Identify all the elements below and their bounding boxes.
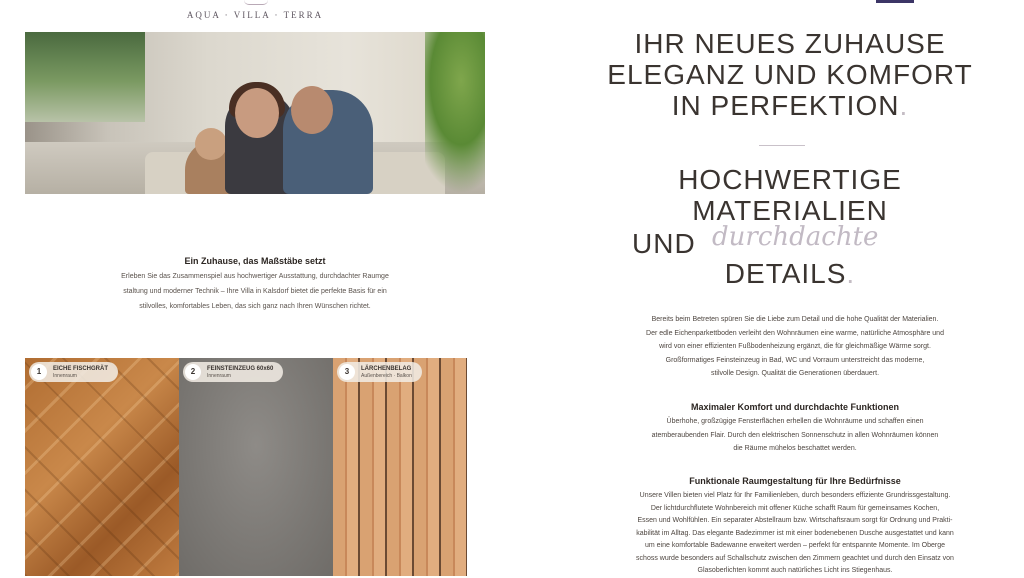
headline-line: IN PERFEKTION: [671, 90, 900, 121]
intro-paragraph: [590, 313, 1000, 381]
left-section-title: Ein Zuhause, das Maßstäbe setzt: [184, 256, 326, 266]
script-accent-word: durchdachte: [712, 222, 879, 252]
material-label: [183, 362, 283, 382]
left-section-body: [65, 269, 445, 314]
section-body-layout: [590, 490, 1000, 578]
section-line: atemberaubenden Flair. Durch den elektrischen Sonnenschutz in allen Wohnräumen können: [651, 431, 939, 439]
headline-line-final: [560, 90, 1020, 121]
material-location: Außenbereich · Balkon: [361, 373, 412, 379]
left-body-line: stilvolles, komfortables Leben, das sich ganz nach Ihren Wünschen richtet.: [139, 303, 371, 310]
headline-dot: .: [899, 90, 909, 121]
section-line: kabilität im Alltag. Das elegante Badezimmer ist mit einer bodenebenen Dusche ausgestattet und kann: [636, 529, 954, 537]
headline-divider: [759, 145, 805, 146]
material-label: [337, 362, 422, 382]
intro-line: wird von einer effizienten Fußbodenheizung ergänzt, die für gleichmäßige Wärme sorgt.: [659, 343, 931, 350]
section-line: Der lichtdurchflutete Wohnbereich mit offener Küche schafft Raum für gemeinsames Kochen,: [650, 504, 940, 512]
brand-name: AQUA · VILLA · TERRA: [186, 10, 324, 20]
secondary-headline-dot: .: [846, 258, 856, 289]
section-line: Glasoberlichten kommt auch natürliches Licht ins Stiegenhaus.: [697, 567, 893, 574]
left-body-line: Erleben Sie das Zusammenspiel aus hochwertiger Ausstattung, durchdachter Raumge: [121, 273, 389, 280]
material-number: 3: [339, 364, 355, 380]
intro-line: Der edle Eichenparkettboden verleiht den Wohnräumen eine warme, natürliche Atmosphäre und: [646, 329, 944, 337]
corner-tab: [876, 0, 914, 3]
material-label: [29, 362, 118, 382]
section-line: schoss wurde besonders auf Schallschutz zwischen den Zimmern geachtet und durch den Einsatz von: [636, 554, 954, 562]
material-location: Innenraum: [207, 373, 231, 379]
section-line: Überhohe, großzügige Fensterflächen erhellen die Wohnräume und schaffen einen: [666, 418, 924, 425]
material-name: LÄRCHENBELAG: [361, 366, 412, 372]
secondary-headline-line: UND: [632, 228, 696, 259]
intro-line: stilvolle Design. Qualität die Generationen überdauert.: [710, 370, 880, 377]
material-number: 2: [185, 364, 201, 380]
intro-line: Großformatiges Feinsteinzeug in Bad, WC und Vorraum unterstreicht das moderne,: [665, 356, 925, 364]
headline-line: ELEGANZ UND KOMFORT: [607, 59, 973, 90]
material-porcelain-stoneware: [179, 358, 333, 576]
material-location: Innenraum: [53, 373, 77, 379]
main-headline: [560, 28, 1020, 121]
secondary-headline-final: [610, 258, 970, 289]
section-line: Unsere Villen bieten viel Platz für Ihr Familienleben, durch besonders effiziente Grundrissgestaltung.: [639, 492, 951, 499]
material-oak-herringbone: [25, 358, 179, 576]
family-hero-photo: [25, 32, 485, 194]
secondary-headline-line: HOCHWERTIGE: [678, 164, 902, 195]
headline-line: IHR NEUES ZUHAUSE: [634, 28, 946, 59]
material-larch-decking: [333, 358, 467, 576]
section-body-comfort: [590, 415, 1000, 456]
secondary-headline-line: MATERIALIEN: [692, 195, 888, 226]
section-title-layout: Funktionale Raumgestaltung für Ihre Bedürfnisse: [689, 476, 901, 486]
intro-line: Bereits beim Betreten spüren Sie die Liebe zum Detail und die hohe Qualität der Materialien.: [651, 316, 939, 323]
secondary-headline-line: DETAILS: [724, 258, 847, 289]
material-name: FEINSTEINZEUG 60x60: [207, 366, 274, 372]
left-body-line: staltung und moderner Technik – Ihre Villa in Kalsdorf bietet die perfekte Basis für ein: [123, 288, 387, 295]
brand-logo-mark: [244, 0, 268, 5]
section-line: Essen und Wohlfühlen. Ein separater Abstellraum bzw. Wirtschaftsraum sorgt für Ordnung und Prakti-: [637, 517, 953, 524]
section-line: die Räume mühelos beschattet werden.: [733, 445, 857, 452]
material-name: EICHE FISCHGRÄT: [53, 366, 109, 372]
section-line: um eine komfortable Badewanne erweitert werden – perfekt für entspannte Momente. Im Oberge: [645, 542, 945, 549]
material-number: 1: [31, 364, 47, 380]
section-title-comfort: Maximaler Komfort und durchdachte Funktionen: [690, 402, 899, 412]
